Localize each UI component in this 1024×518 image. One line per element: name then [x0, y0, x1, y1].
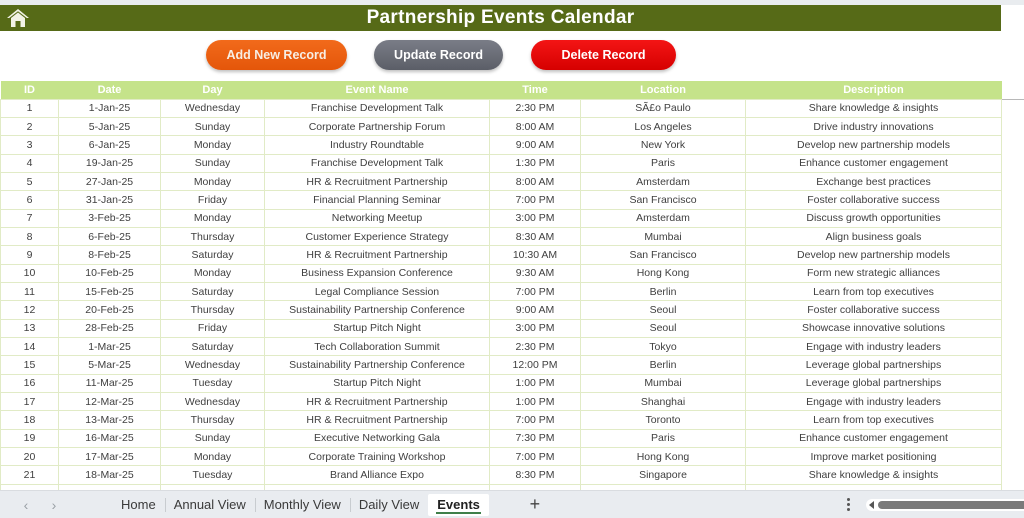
cell-description[interactable]: Discuss growth opportunities: [746, 209, 1002, 227]
cell-location[interactable]: Seoul: [581, 301, 746, 319]
table-row: [1, 356, 1002, 374]
cell-day[interactable]: Friday: [161, 191, 265, 209]
cell-time[interactable]: 9:00 AM: [490, 136, 581, 154]
cell-date[interactable]: 5-Mar-25: [59, 356, 161, 374]
cell-event-name[interactable]: Franchise Development Talk: [265, 154, 490, 172]
cell-id[interactable]: 17: [1, 393, 59, 411]
cell-id[interactable]: 7: [1, 209, 59, 227]
cell-description[interactable]: Learn from top executives: [746, 411, 1002, 429]
home-icon[interactable]: [6, 8, 30, 28]
horizontal-scrollbar[interactable]: [866, 499, 1024, 511]
scrollbar-thumb[interactable]: [878, 501, 1024, 509]
table-row: [1, 246, 1002, 264]
cell-description[interactable]: Leverage global partnerships: [746, 356, 1002, 374]
cell-id[interactable]: 18: [1, 411, 59, 429]
cell-time[interactable]: 8:00 AM: [490, 117, 581, 135]
update-record-button[interactable]: Update Record: [374, 40, 503, 70]
cell-location[interactable]: Hong Kong: [581, 448, 746, 466]
cell-id[interactable]: 12: [1, 301, 59, 319]
cell-day[interactable]: Wednesday: [161, 356, 265, 374]
tab-home[interactable]: Home: [121, 497, 156, 512]
cell-date[interactable]: 31-Jan-25: [59, 191, 161, 209]
cell-date[interactable]: 6-Feb-25: [59, 227, 161, 245]
cell-day[interactable]: Wednesday: [161, 393, 265, 411]
delete-record-button[interactable]: Delete Record: [531, 40, 676, 70]
cell-location[interactable]: Tokyo: [581, 337, 746, 355]
column-header-description[interactable]: Description: [746, 81, 1002, 99]
cell-event-name[interactable]: Startup Pitch Night: [265, 319, 490, 337]
cell-location[interactable]: Berlin: [581, 282, 746, 300]
cell-time[interactable]: 8:00 AM: [490, 172, 581, 190]
cell-time[interactable]: 1:30 PM: [490, 154, 581, 172]
cell-id[interactable]: 2: [1, 117, 59, 135]
cell-location[interactable]: Mumbai: [581, 227, 746, 245]
next-sheet-arrow-icon[interactable]: ›: [51, 496, 57, 513]
cell-day[interactable]: Saturday: [161, 337, 265, 355]
cell-description[interactable]: Enhance customer engagement: [746, 154, 1002, 172]
cell-date[interactable]: 1-Mar-25: [59, 337, 161, 355]
cell-id[interactable]: 3: [1, 136, 59, 154]
cell-description[interactable]: Showcase innovative solutions: [746, 319, 1002, 337]
more-options-icon[interactable]: [843, 496, 853, 514]
cell-location[interactable]: Paris: [581, 429, 746, 447]
cell-time[interactable]: 2:30 PM: [490, 99, 581, 117]
cell-time[interactable]: 3:00 PM: [490, 319, 581, 337]
cell-day[interactable]: Thursday: [161, 411, 265, 429]
cell-location[interactable]: Berlin: [581, 356, 746, 374]
cell-day[interactable]: Monday: [161, 172, 265, 190]
cell-time[interactable]: 3:00 PM: [490, 209, 581, 227]
cell-day[interactable]: Sunday: [161, 429, 265, 447]
cell-id[interactable]: 13: [1, 319, 59, 337]
cell-description[interactable]: Enhance customer engagement: [746, 429, 1002, 447]
cell-time[interactable]: 7:00 PM: [490, 411, 581, 429]
cell-date[interactable]: 1-Jan-25: [59, 99, 161, 117]
column-header-time[interactable]: Time: [490, 81, 581, 99]
cell-day[interactable]: Sunday: [161, 117, 265, 135]
cell-description[interactable]: Share knowledge & insights: [746, 466, 1002, 484]
column-header-event-name[interactable]: Event Name: [265, 81, 490, 99]
cell-day[interactable]: Thursday: [161, 301, 265, 319]
table-row: [1, 319, 1002, 337]
cell-location[interactable]: San Francisco: [581, 246, 746, 264]
column-header-id[interactable]: ID: [1, 81, 59, 99]
table-row: [1, 172, 1002, 190]
add-sheet-plus-icon[interactable]: +: [529, 494, 541, 514]
cell-date[interactable]: 18-Mar-25: [59, 466, 161, 484]
cell-description[interactable]: Drive industry innovations: [746, 117, 1002, 135]
cell-location[interactable]: Paris: [581, 154, 746, 172]
cell-time[interactable]: 7:00 PM: [490, 448, 581, 466]
cell-event-name[interactable]: Corporate Partnership Forum: [265, 117, 490, 135]
cell-event-name[interactable]: Corporate Training Workshop: [265, 448, 490, 466]
table-row: [1, 337, 1002, 355]
cell-day[interactable]: Wednesday: [161, 99, 265, 117]
cell-event-name[interactable]: Startup Pitch Night: [265, 374, 490, 392]
table-row: [1, 374, 1002, 392]
cell-description[interactable]: Learn from top executives: [746, 282, 1002, 300]
cell-time[interactable]: 1:00 PM: [490, 393, 581, 411]
cell-day[interactable]: Sunday: [161, 154, 265, 172]
page-title: Partnership Events Calendar: [366, 7, 635, 28]
cell-date[interactable]: 16-Mar-25: [59, 429, 161, 447]
cell-time[interactable]: 12:00 PM: [490, 356, 581, 374]
cell-day[interactable]: Thursday: [161, 227, 265, 245]
cell-event-name[interactable]: Brand Alliance Expo: [265, 466, 490, 484]
cell-date[interactable]: 8-Feb-25: [59, 246, 161, 264]
cell-time[interactable]: 2:30 PM: [490, 337, 581, 355]
cell-id[interactable]: 10: [1, 264, 59, 282]
cell-event-name[interactable]: Financial Planning Seminar: [265, 191, 490, 209]
cell-time[interactable]: 8:30 PM: [490, 466, 581, 484]
cell-event-name[interactable]: HR & Recruitment Partnership: [265, 172, 490, 190]
cell-location[interactable]: Mumbai: [581, 374, 746, 392]
table-row: [1, 466, 1002, 484]
cell-day[interactable]: Saturday: [161, 246, 265, 264]
cell-date[interactable]: 28-Feb-25: [59, 319, 161, 337]
cell-location[interactable]: Shanghai: [581, 393, 746, 411]
cell-event-name[interactable]: HR & Recruitment Partnership: [265, 411, 490, 429]
cell-day[interactable]: Monday: [161, 264, 265, 282]
cell-day[interactable]: Tuesday: [161, 374, 265, 392]
cell-time[interactable]: 7:00 PM: [490, 282, 581, 300]
cell-date[interactable]: 11-Mar-25: [59, 374, 161, 392]
tab-daily-view[interactable]: Daily View: [350, 494, 428, 516]
cell-location[interactable]: SÃ£o Paulo: [581, 99, 746, 117]
cell-description[interactable]: Leverage global partnerships: [746, 374, 1002, 392]
cell-id[interactable]: 15: [1, 356, 59, 374]
add-new-record-button[interactable]: Add New Record: [206, 40, 347, 70]
cell-id[interactable]: 21: [1, 466, 59, 484]
cell-location[interactable]: Hong Kong: [581, 264, 746, 282]
cell-date[interactable]: 17-Mar-25: [59, 448, 161, 466]
events-table: [0, 81, 1002, 491]
cell-id[interactable]: 8: [1, 227, 59, 245]
cell-id[interactable]: 14: [1, 337, 59, 355]
cell-description[interactable]: Develop new partnership models: [746, 136, 1002, 154]
table-row: [1, 393, 1002, 411]
cell-id[interactable]: 6: [1, 191, 59, 209]
cell-day[interactable]: Monday: [161, 448, 265, 466]
table-row: [1, 301, 1002, 319]
cell-date[interactable]: 27-Jan-25: [59, 172, 161, 190]
cell-location[interactable]: Singapore: [581, 466, 746, 484]
cell-description[interactable]: Engage with industry leaders: [746, 337, 1002, 355]
cell-description[interactable]: Foster collaborative success: [746, 191, 1002, 209]
cell-id[interactable]: 19: [1, 429, 59, 447]
cell-date[interactable]: 3-Feb-25: [59, 209, 161, 227]
cell-date[interactable]: 20-Feb-25: [59, 301, 161, 319]
cell-location[interactable]: Amsterdam: [581, 172, 746, 190]
tab-monthly-view[interactable]: Monthly View: [255, 494, 350, 516]
cell-description[interactable]: Foster collaborative success: [746, 301, 1002, 319]
table-row: [1, 448, 1002, 466]
cell-date[interactable]: 6-Jan-25: [59, 136, 161, 154]
cell-date[interactable]: 12-Mar-25: [59, 393, 161, 411]
tab-annual-view[interactable]: Annual View: [165, 494, 255, 516]
cell-date[interactable]: 15-Feb-25: [59, 282, 161, 300]
cell-location[interactable]: Seoul: [581, 319, 746, 337]
cell-description[interactable]: Align business goals: [746, 227, 1002, 245]
table-row: [1, 99, 1002, 117]
cell-day[interactable]: Monday: [161, 136, 265, 154]
title-bar: [0, 5, 1001, 31]
cell-description[interactable]: Develop new partnership models: [746, 246, 1002, 264]
scroll-left-arrow-icon[interactable]: [869, 501, 874, 509]
cell-description[interactable]: Improve market positioning: [746, 448, 1002, 466]
cell-time[interactable]: 10:30 AM: [490, 246, 581, 264]
column-header-day[interactable]: Day: [161, 81, 265, 99]
cell-event-name[interactable]: Sustainability Partnership Conference: [265, 301, 490, 319]
cell-event-name[interactable]: Sustainability Partnership Conference: [265, 356, 490, 374]
cell-date[interactable]: 19-Jan-25: [59, 154, 161, 172]
cell-time[interactable]: 9:00 AM: [490, 301, 581, 319]
cell-time[interactable]: 9:30 AM: [490, 264, 581, 282]
table-row: [1, 227, 1002, 245]
cell-day[interactable]: Tuesday: [161, 466, 265, 484]
cell-id[interactable]: 5: [1, 172, 59, 190]
cell-time[interactable]: 8:30 AM: [490, 227, 581, 245]
cell-id[interactable]: 16: [1, 374, 59, 392]
cell-id[interactable]: 20: [1, 448, 59, 466]
table-row: [1, 282, 1002, 300]
table-row: [1, 154, 1002, 172]
table-row: [1, 117, 1002, 135]
cell-id[interactable]: 4: [1, 154, 59, 172]
cell-description[interactable]: Engage with industry leaders: [746, 393, 1002, 411]
cell-day[interactable]: Monday: [161, 209, 265, 227]
cell-id[interactable]: 9: [1, 246, 59, 264]
cell-event-name[interactable]: HR & Recruitment Partnership: [265, 393, 490, 411]
cell-description[interactable]: Exchange best practices: [746, 172, 1002, 190]
cell-event-name[interactable]: Business Expansion Conference: [265, 264, 490, 282]
tab-events[interactable]: Events: [428, 494, 489, 516]
sheet-tab-bar: [0, 490, 1024, 518]
cell-event-name[interactable]: Legal Compliance Session: [265, 282, 490, 300]
cell-description[interactable]: Share knowledge & insights: [746, 99, 1002, 117]
cell-event-name[interactable]: Executive Networking Gala: [265, 429, 490, 447]
cell-description[interactable]: Form new strategic alliances: [746, 264, 1002, 282]
cell-id[interactable]: 11: [1, 282, 59, 300]
cell-event-name[interactable]: Industry Roundtable: [265, 136, 490, 154]
column-header-date[interactable]: Date: [59, 81, 161, 99]
cell-day[interactable]: Friday: [161, 319, 265, 337]
cell-event-name[interactable]: Franchise Development Talk: [265, 99, 490, 117]
cell-date[interactable]: 5-Jan-25: [59, 117, 161, 135]
table-row: [1, 209, 1002, 227]
cell-location[interactable]: San Francisco: [581, 191, 746, 209]
cell-event-name[interactable]: HR & Recruitment Partnership: [265, 246, 490, 264]
cell-time[interactable]: 7:00 PM: [490, 191, 581, 209]
cell-event-name[interactable]: Networking Meetup: [265, 209, 490, 227]
cell-date[interactable]: 13-Mar-25: [59, 411, 161, 429]
table-row: [1, 429, 1002, 447]
cell-location[interactable]: Toronto: [581, 411, 746, 429]
cell-id[interactable]: 1: [1, 99, 59, 117]
table-row: [1, 411, 1002, 429]
cell-location[interactable]: New York: [581, 136, 746, 154]
cell-location[interactable]: Amsterdam: [581, 209, 746, 227]
cell-event-name[interactable]: Customer Experience Strategy: [265, 227, 490, 245]
cell-time[interactable]: 1:00 PM: [490, 374, 581, 392]
table-row: [1, 191, 1002, 209]
column-header-location[interactable]: Location: [581, 81, 746, 99]
cell-time[interactable]: 7:30 PM: [490, 429, 581, 447]
cell-date[interactable]: 10-Feb-25: [59, 264, 161, 282]
cell-event-name[interactable]: Tech Collaboration Summit: [265, 337, 490, 355]
gridline: [1001, 99, 1024, 100]
table-row: [1, 264, 1002, 282]
cell-location[interactable]: Los Angeles: [581, 117, 746, 135]
cell-day[interactable]: Saturday: [161, 282, 265, 300]
prev-sheet-arrow-icon[interactable]: ‹: [23, 496, 29, 513]
table-header-row: [1, 81, 1002, 99]
table-row: [1, 136, 1002, 154]
